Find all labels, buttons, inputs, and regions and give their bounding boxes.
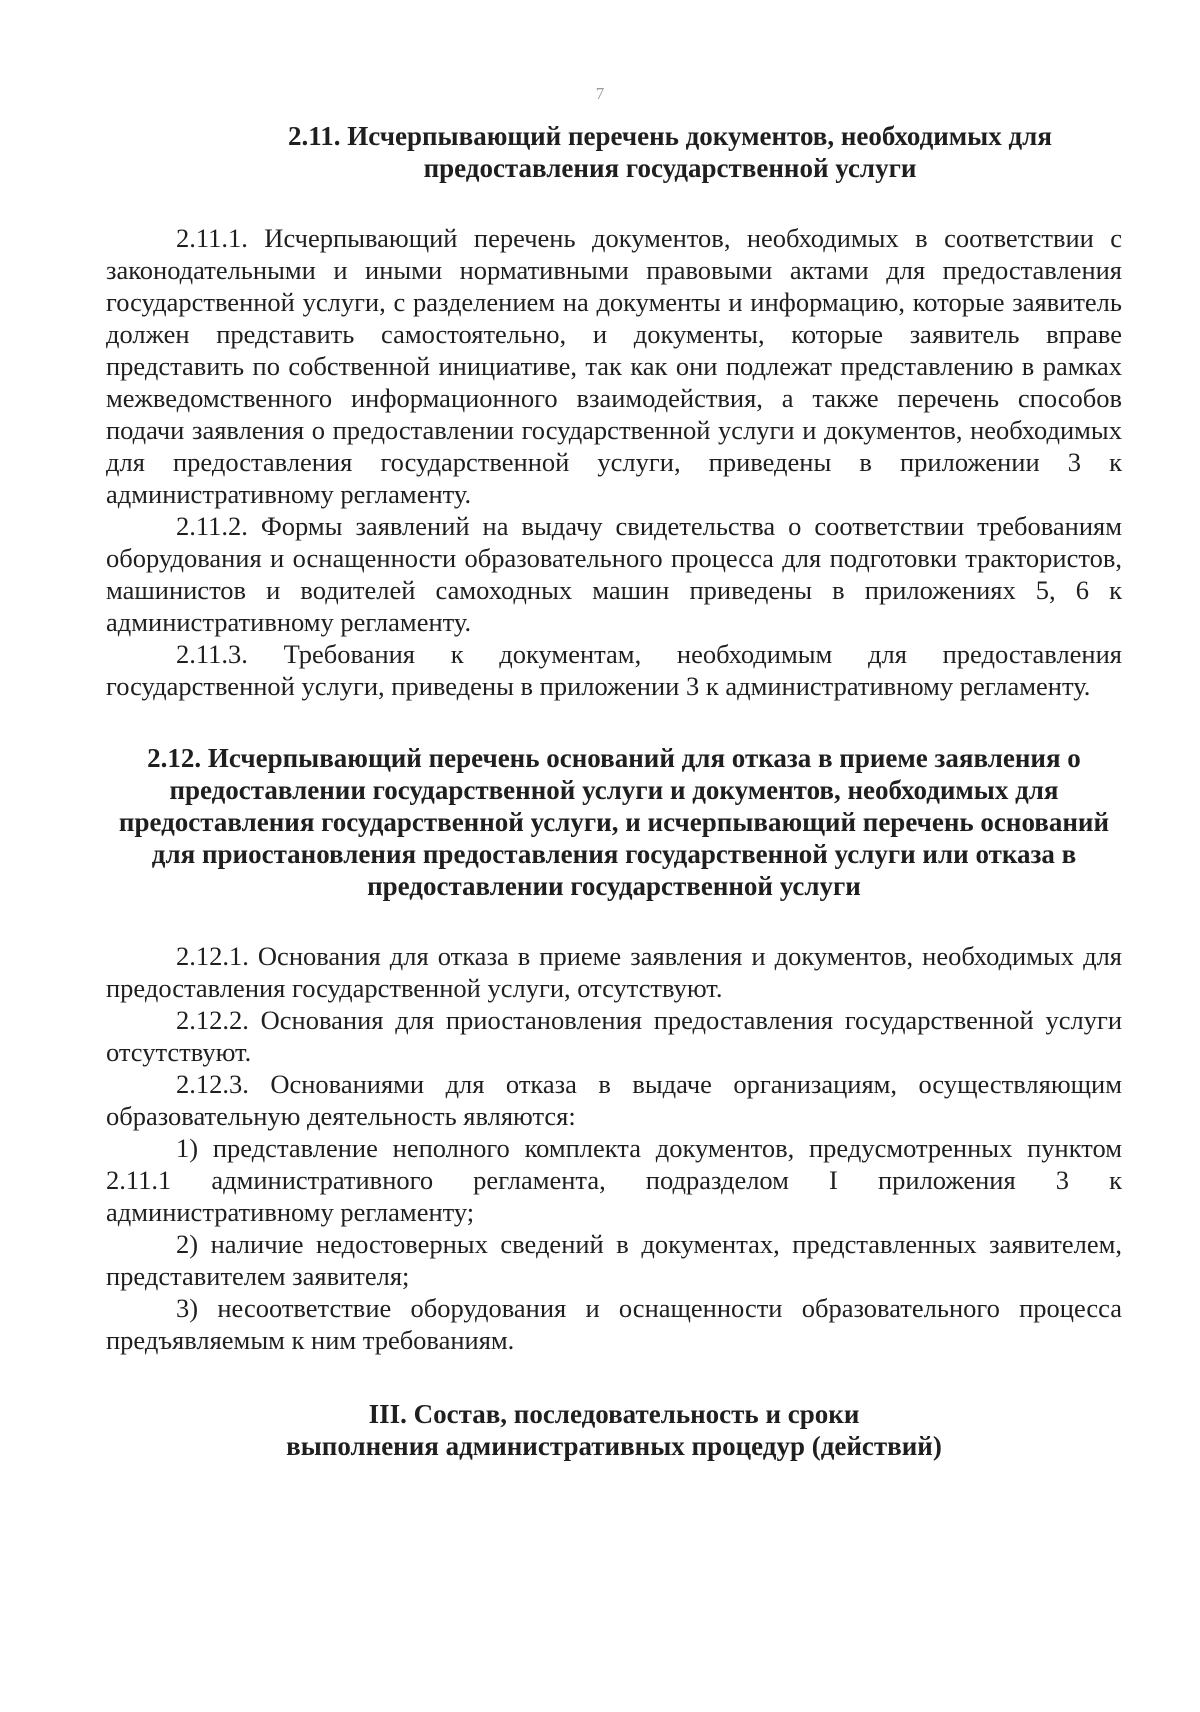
- spacer: [106, 1356, 1122, 1398]
- paragraph-2-12-1: 2.12.1. Основания для отказа в приеме заявления и документов, необходимых для предоставления государственной услуги, отсутствуют.: [106, 941, 1122, 1003]
- paragraph-2-11-1: 2.11.1. Исчерпывающий перечень документов, необходимых в соответствии с законодательными и иными нормативными правовыми актами для предоставления государственной услуги, с разделением на документы и информацию, которые заявитель должен представить самостоятельно, и документы, которые заявитель вправе представить по собственной инициативе, так как они подлежат представлению в рамках межведомственного информационного взаимодействия, а также перечень способов подачи заявления о предоставлении государственной услуги и документов, необходимых для предоставления государственной услуги, приведены в приложении 3 к административному регламенту.: [106, 223, 1122, 509]
- spacer: [106, 702, 1122, 742]
- section-heading-3-line-1: III. Состав, последовательность и сроки: [368, 1399, 860, 1429]
- paragraph-2-11-3: 2.11.3. Требования к документам, необходимым для предоставления государственной услуги, приведены в приложении 3 к административному регламенту.: [106, 639, 1122, 701]
- spacer: [106, 902, 1122, 940]
- spacer: [106, 184, 1122, 222]
- section-heading-3-line-2: выполнения административных процедур (действий): [286, 1431, 942, 1461]
- paragraph-2-11-2: 2.11.2. Формы заявлений на выдачу свидетельства о соответствии требованиям оборудования и оснащенности образовательного процесса для подготовки трактористов, машинистов и водителей самоходных машин приведены в приложениях 5, 6 к административному регламенту.: [106, 511, 1122, 637]
- document-body: [106, 120, 1122, 1462]
- list-item-2: 2) наличие недостоверных сведений в документах, представленных заявителем, представителем заявителя;: [106, 1229, 1122, 1291]
- section-heading-2-11: 2.11. Исчерпывающий перечень документов, необходимых для предоставления государственной услуги: [288, 121, 1052, 183]
- list-item-3: 3) несоответствие оборудования и оснащенности образовательного процесса предъявляемым к ним требованиям.: [106, 1293, 1122, 1355]
- paragraph-2-12-3: 2.12.3. Основаниями для отказа в выдаче организациям, осуществляющим образовательную деятельность являются:: [106, 1069, 1122, 1131]
- list-item-1: 1) представление неполного комплекта документов, предусмотренных пунктом 2.11.1 административного регламента, подразделом I приложения 3 к административному регламенту;: [106, 1133, 1122, 1227]
- paragraph-2-12-2: 2.12.2. Основания для приостановления предоставления государственной услуги отсутствуют.: [106, 1005, 1122, 1067]
- page-number: 7: [595, 84, 605, 103]
- section-heading-2-12: 2.12. Исчерпывающий перечень оснований для отказа в приеме заявления о предоставлении государственной услуги и документов, необходимых для предоставления государственной услуги, и исчерпывающий перечень оснований для приостановления предоставления государственной услуги или отказа в предоставлении государственной услуги: [118, 743, 1110, 901]
